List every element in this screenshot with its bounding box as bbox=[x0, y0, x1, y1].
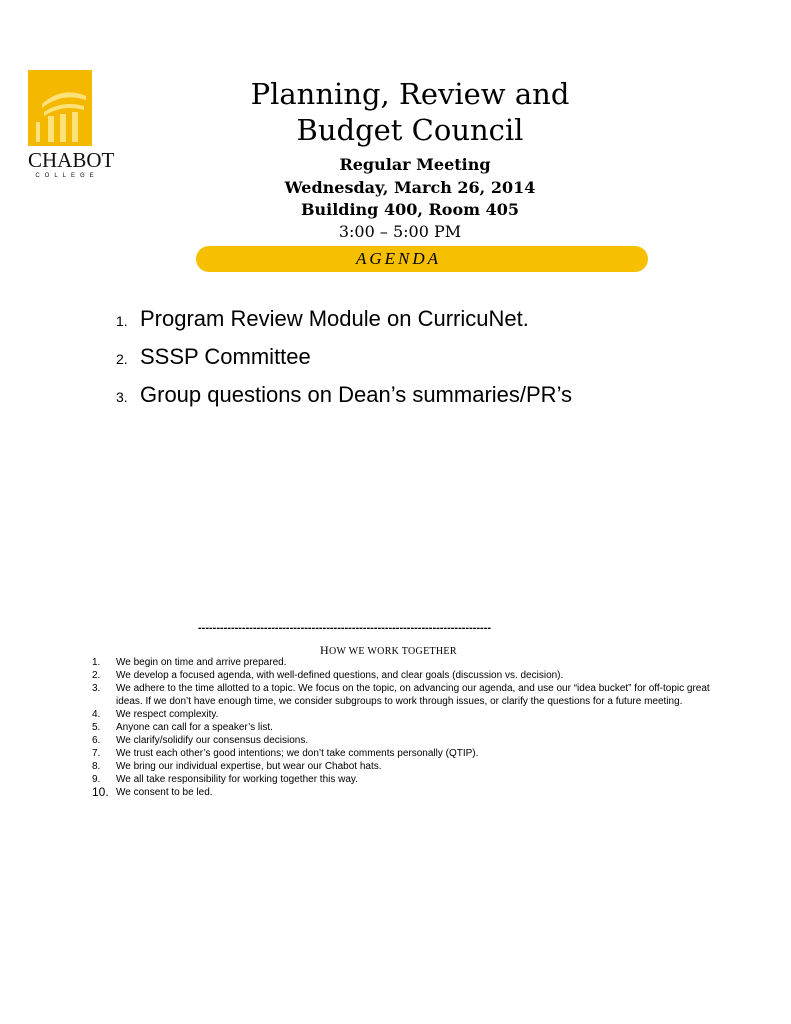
rule-text: We trust each other’s good intentions; we don’t take comments personally (QTIP). bbox=[116, 748, 479, 759]
rule-text: We respect complexity. bbox=[116, 709, 219, 720]
working-rules-list bbox=[92, 656, 712, 799]
rule-number: 4. bbox=[92, 709, 101, 720]
rule-number: 10. bbox=[92, 785, 109, 799]
rule-number: 3. bbox=[92, 683, 101, 694]
logo-subtitle: COLLEGE bbox=[35, 173, 99, 179]
rule-item bbox=[92, 721, 712, 734]
heading-initial: H bbox=[320, 643, 329, 657]
rule-text: We adhere to the time allotted to a topic. We focus on the topic, on advancing our agenda, and use our “idea bucket” for off-topic great ideas. If we don’t have enough time, we consider subgroups to work through issues, or clarify the questions for a future meeting. bbox=[116, 683, 710, 707]
page-title-line1: Planning, Review and bbox=[250, 77, 570, 111]
logo-name: CHABOT bbox=[28, 148, 115, 172]
rule-text: We bring our individual expertise, but wear our Chabot hats. bbox=[116, 761, 382, 772]
agenda-list bbox=[116, 300, 572, 414]
section-divider: -------------------------------------------------------------------------------- bbox=[198, 622, 492, 634]
rule-item bbox=[92, 682, 712, 708]
agenda-item bbox=[116, 338, 572, 376]
rule-number: 5. bbox=[92, 722, 101, 733]
meeting-date: Wednesday, March 26, 2014 bbox=[284, 178, 536, 197]
rule-number: 8. bbox=[92, 761, 101, 772]
agenda-label: AGENDA bbox=[356, 249, 442, 268]
rule-item bbox=[92, 656, 712, 669]
page-title-line2: Budget Council bbox=[296, 113, 524, 147]
agenda-banner bbox=[196, 246, 648, 272]
rule-text: We begin on time and arrive prepared. bbox=[116, 657, 287, 668]
rule-text: Anyone can call for a speaker’s list. bbox=[116, 722, 273, 733]
meeting-location: Building 400, Room 405 bbox=[300, 200, 520, 219]
rule-text: We clarify/solidify our consensus decisions. bbox=[116, 735, 309, 746]
rule-number: 1. bbox=[92, 657, 101, 668]
agenda-item bbox=[116, 376, 572, 414]
agenda-item bbox=[116, 300, 572, 338]
rule-item bbox=[92, 708, 712, 721]
agenda-item-number: 1. bbox=[116, 313, 128, 329]
agenda-item-text: Program Review Module on CurricuNet. bbox=[140, 306, 529, 331]
rule-item bbox=[92, 773, 712, 786]
heading-rest: OW WE WORK TOGETHER bbox=[328, 646, 457, 657]
rule-item bbox=[92, 760, 712, 773]
agenda-item-number: 3. bbox=[116, 389, 128, 405]
chabot-logo bbox=[28, 70, 115, 184]
rule-number: 9. bbox=[92, 774, 101, 785]
meeting-type: Regular Meeting bbox=[339, 155, 491, 174]
rule-text: We consent to be led. bbox=[116, 787, 213, 798]
rule-item bbox=[92, 786, 712, 799]
rule-item bbox=[92, 734, 712, 747]
agenda-item-text: Group questions on Dean’s summaries/PR’s bbox=[140, 382, 573, 407]
rule-number: 7. bbox=[92, 748, 101, 759]
rule-number: 2. bbox=[92, 670, 101, 681]
rule-item bbox=[92, 747, 712, 760]
agenda-item-number: 2. bbox=[116, 351, 128, 367]
rule-number: 6. bbox=[92, 735, 101, 746]
rule-item bbox=[92, 669, 712, 682]
rule-text: We develop a focused agenda, with well-defined questions, and clear goals (discussion vs. decision). bbox=[116, 670, 564, 681]
agenda-item-text: SSSP Committee bbox=[140, 344, 311, 369]
chabot-logo-emblem-icon bbox=[28, 70, 106, 146]
rule-text: We all take responsibility for working together this way. bbox=[116, 774, 358, 785]
meeting-time: 3:00 – 5:00 PM bbox=[338, 222, 462, 241]
